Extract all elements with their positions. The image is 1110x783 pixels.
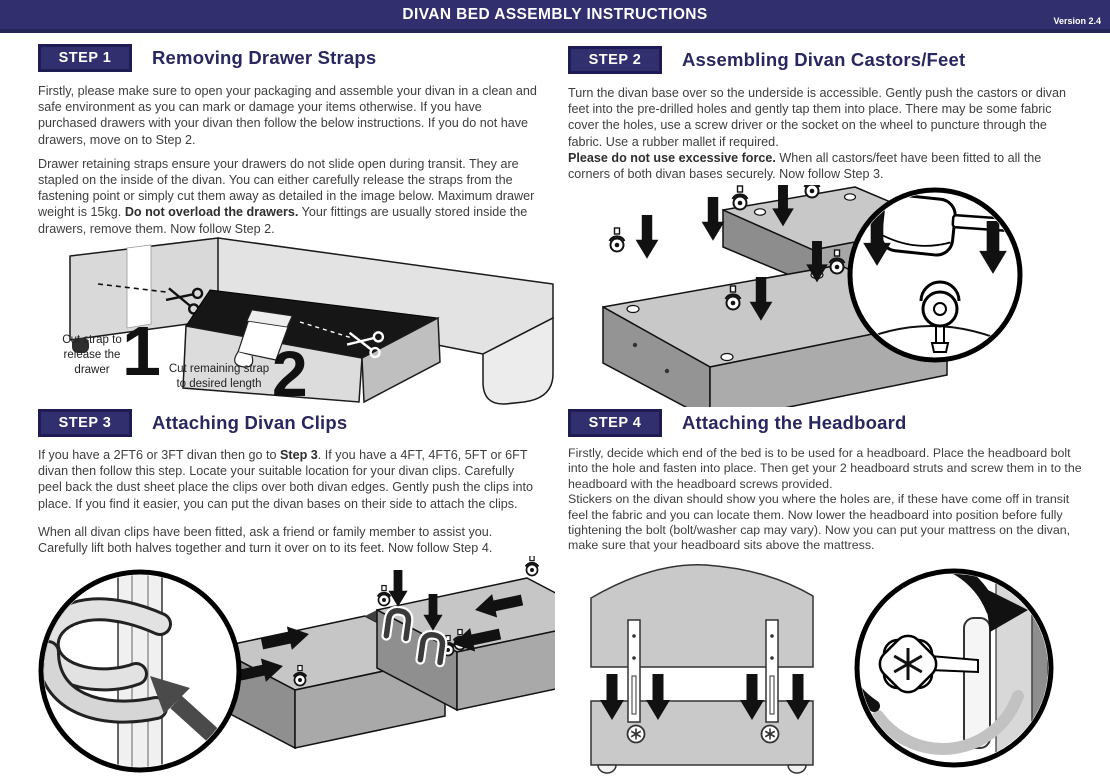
- figure-label-cut-strap: Cut strap to release the drawer: [62, 334, 122, 376]
- step3-section: [38, 408, 541, 556]
- castor-icon: [526, 556, 539, 576]
- down-arrow-icon: [702, 197, 725, 241]
- step2-paragraph-1: Turn the divan base over so the underside is accessible. Gently push the castors or divan feet into the pre-drilled holes and gently tap them into place. There may be some fabric cover the holes, use a screw driver or the socket on the wheel to puncture through the fabric. Use a rubber mallet if required.: [568, 86, 1066, 149]
- step1-title: Removing Drawer Straps: [152, 47, 377, 68]
- down-arrow-icon: [388, 570, 407, 607]
- clip-inset: [41, 572, 239, 783]
- step1-paragraph-1: Firstly, please make sure to open your packaging and assemble your divan in a clean and safe environment as you can mark or damage your items otherwise. If you have purchased drawers with your divan then follow the below instructions. If you do not have drawers, move on to Step 2.: [38, 84, 537, 147]
- divan-base: [591, 701, 813, 765]
- figure-label-cut-remaining: Cut remaining strap to desired length: [168, 363, 270, 390]
- step2-badge: STEP 2: [568, 46, 662, 74]
- divan-foot: [598, 765, 616, 773]
- castor-icon: [378, 586, 391, 606]
- step2-section: [568, 45, 1082, 182]
- step3-paragraph-1-text: If you have a 2FT6 or 3FT divan then go to: [38, 448, 280, 462]
- step1-paragraph-2-text: Drawer retaining straps ensure your drawers do not slide open during transit. They are stapled on the inside of the divan. You can either carefully release the straps from the fastening point or simply cut them away as detailed in the image below. Maximum drawer weight is 15kg.: [38, 156, 535, 220]
- drill-hole: [755, 209, 766, 215]
- mallet-inset: [850, 190, 1025, 360]
- page-title: DIVAN BED ASSEMBLY INSTRUCTIONS: [402, 6, 708, 23]
- drill-hole: [627, 306, 639, 313]
- headboard: [591, 565, 813, 667]
- step4-section: [568, 408, 1082, 554]
- castor-icon: [733, 186, 748, 210]
- step2-paragraph-2-text: When all castors/feet have been fitted to all the corners of both divan bases securely. Now follow Step 3.: [568, 150, 1042, 182]
- step1-paragraph-2: [38, 156, 541, 237]
- step3-paragraph-2: When all divan clips have been fitted, ask a friend or family member to assist you. Carefully lift both halves together and turn it over on to its feet. Now follow Step 4.: [38, 524, 493, 556]
- title-bar: [0, 0, 1110, 33]
- castor-icon: [610, 228, 625, 252]
- figure-number-2: 2: [272, 338, 308, 410]
- figure-number-1: 1: [122, 312, 161, 390]
- step3-illustration: [0, 556, 555, 783]
- step4-title: Attaching the Headboard: [682, 412, 907, 433]
- bolt-washer-icon: [762, 726, 779, 743]
- divan-foot: [788, 765, 806, 773]
- bolt-washer-icon: [628, 726, 645, 743]
- bed-rail-dark: [1032, 566, 1048, 776]
- side-hole: [633, 343, 637, 347]
- step4-badge: STEP 4: [568, 409, 662, 437]
- step2-illustration: [555, 185, 1110, 407]
- side-hole: [665, 369, 669, 373]
- bolt-inset: [837, 559, 1051, 776]
- drill-hole: [845, 194, 856, 200]
- step2-paragraph-2: [568, 150, 1082, 182]
- step3-paragraph-1-bold: Step 3: [280, 448, 318, 462]
- headboard-strut: [964, 618, 990, 748]
- step1-section: [38, 43, 541, 237]
- step4-paragraph-1: Firstly, decide which end of the bed is to be used for a headboard. Place the headboard bolt into the hole and fasten into place. Then get your 2 headboard struts and screw them in to the headboard with the headboard screws provided.: [568, 446, 1082, 491]
- step4-header: [568, 408, 1082, 438]
- step1-header: [38, 43, 541, 73]
- step2-paragraph-2-bold: Please do not use excessive force.: [568, 150, 776, 165]
- step2-header: [568, 45, 1082, 75]
- step2-title: Assembling Divan Castors/Feet: [682, 49, 966, 70]
- step3-paragraph-1: [38, 447, 541, 512]
- down-arrow-icon: [636, 215, 659, 259]
- step4-illustration: [556, 556, 1110, 783]
- step3-header: [38, 408, 541, 438]
- headboard-strut: [766, 620, 778, 722]
- step3-title: Attaching Divan Clips: [152, 412, 348, 433]
- step1-paragraph-2-text-end: Your fittings are usually stored inside the drawers, remove them. Now follow Step 2.: [38, 205, 528, 236]
- step1-badge: STEP 1: [38, 44, 132, 72]
- step3-paragraph-1-text-end: . If you have a 4FT, 4FT6, 5FT or 6FT divan then follow this step. Locate your suitable location for your divan clips. Carefully peel back the dust sheet place the clips over both divan edges. Gently push the clips into place. If you find it easier, you can put the divan bases on their side to attach the clips.: [38, 448, 533, 511]
- step1-paragraph-2-bold: Do not overload the drawers.: [124, 205, 299, 220]
- step3-badge: STEP 3: [38, 409, 132, 437]
- version-label: Version 2.4: [1053, 16, 1101, 26]
- step4-paragraph-2: Stickers on the divan should show you where the holes are, if these have come off in transit feel the fabric and you can locate them. Now lower the headboard into position before fully tightening the bolt (bolt/washer cap may vary). Now you can put your mattress on the divan, make sure that your headboard sits above the mattress.: [568, 492, 1071, 553]
- headboard-strut: [628, 620, 640, 722]
- castor-icon: [805, 185, 820, 198]
- drill-hole: [721, 354, 733, 361]
